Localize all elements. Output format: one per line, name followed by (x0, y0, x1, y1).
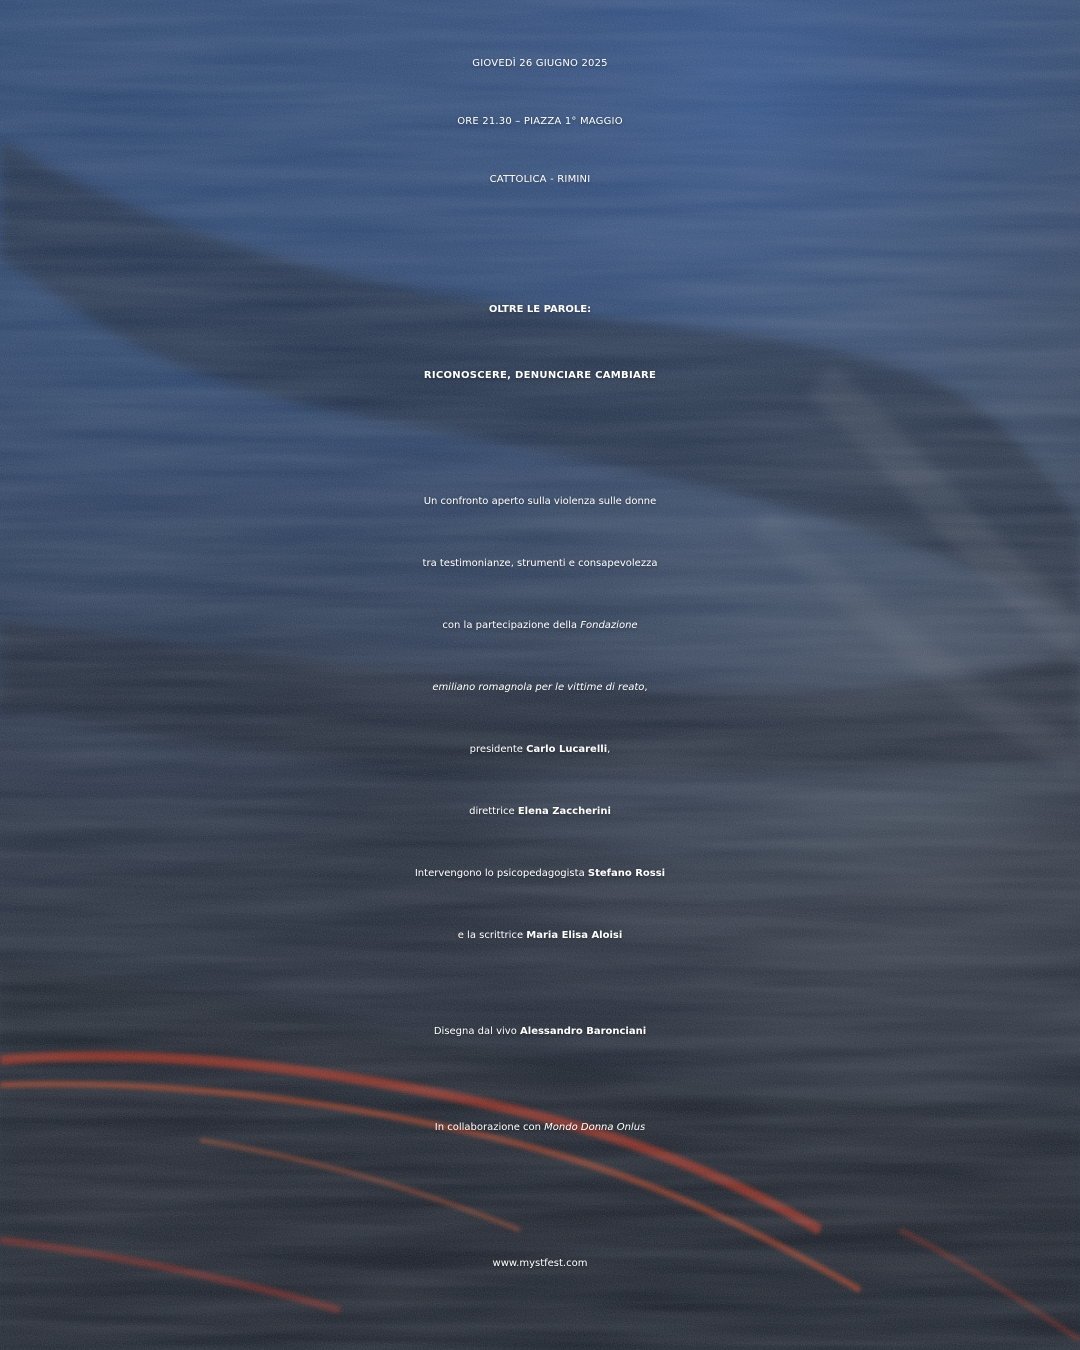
event-time-place: ORE 21.30 – PIAZZA 1° MAGGIO (457, 116, 623, 127)
description-line (0, 682, 1080, 693)
role-label: Intervengono lo psicopedagogista (414, 868, 588, 879)
description-line (0, 620, 1080, 631)
event-subtitle: RICONOSCERE, DENUNCIARE CAMBIARE (423, 370, 657, 381)
live-drawing-credit (0, 1026, 1080, 1037)
role-label: direttrice (469, 806, 518, 817)
description-text: , (607, 744, 611, 755)
description-line: Un confronto aperto sulla violenza sulle donne (423, 496, 657, 507)
foundation-name: emiliano romagnola per le vittime di reato (432, 682, 645, 693)
person-name: Stefano Rossi (587, 868, 666, 879)
foundation-name: Fondazione (580, 620, 638, 631)
role-label: presidente (469, 744, 527, 755)
description-line: tra testimonianze, strumenti e consapevolezza (422, 558, 658, 569)
person-name: Carlo Lucarelli (526, 744, 608, 755)
description-line (0, 806, 1080, 817)
event-city: CATTOLICA - RIMINI (489, 174, 591, 185)
partner-name: Mondo Donna Onlus (544, 1122, 646, 1133)
description-line (0, 868, 1080, 879)
role-label: e la scrittrice (457, 930, 527, 941)
description-text: , (644, 682, 648, 693)
collaboration-label: In collaborazione con (434, 1122, 545, 1133)
person-name: Maria Elisa Aloisi (526, 930, 623, 941)
collaboration-credit (0, 1122, 1080, 1133)
description-line (0, 744, 1080, 755)
event-title: OLTRE LE PAROLE: (488, 304, 592, 315)
website-link[interactable]: www.mystfest.com (492, 1258, 588, 1269)
role-label: Disegna dal vivo (433, 1026, 521, 1037)
description-line (0, 930, 1080, 941)
description-text: con la partecipazione della (442, 620, 581, 631)
person-name: Elena Zaccherini (517, 806, 611, 817)
person-name: Alessandro Baronciani (520, 1026, 647, 1037)
event-date: GIOVEDÌ 26 GIUGNO 2025 (472, 58, 608, 69)
